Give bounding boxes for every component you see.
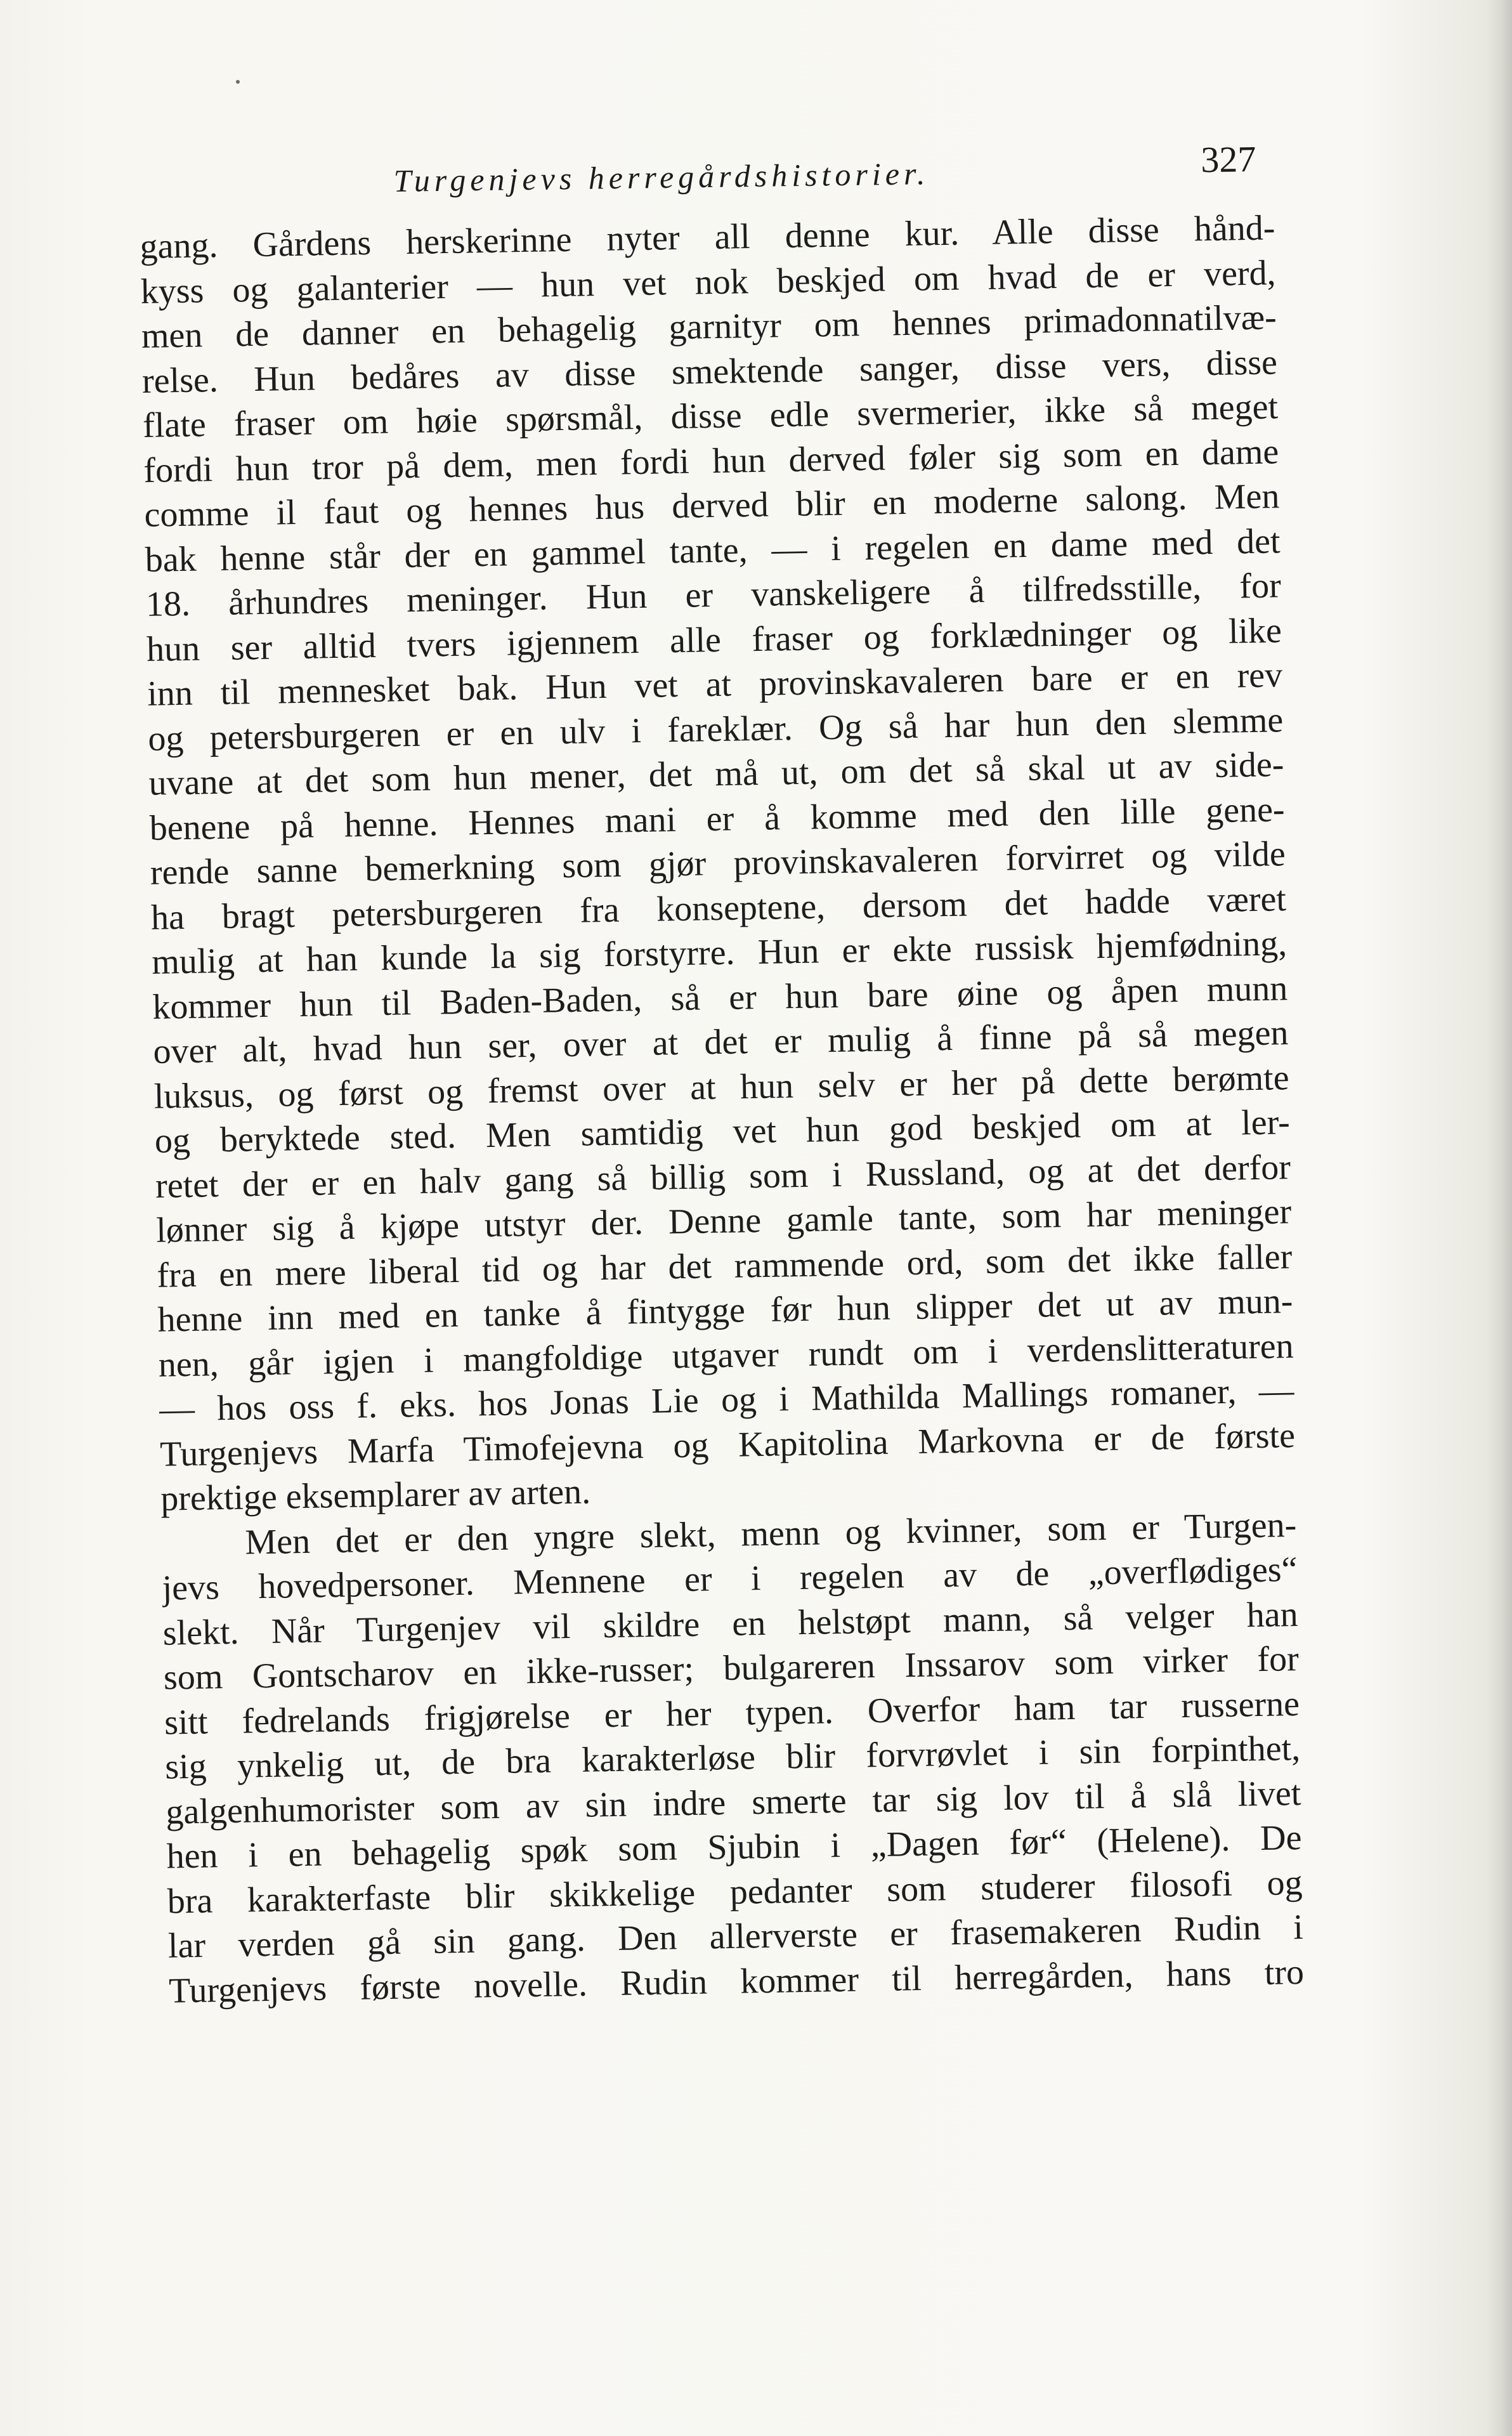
text-line: kommer hun til Baden-Baden, så er hun bare øine og åpen munn (152, 968, 1288, 1027)
text-line: og beryktede sted. Men samtidig vet hun god beskjed om at ler- (154, 1103, 1291, 1161)
text-line: mulig at han kunde la sig forstyrre. Hun er ekte russisk hjemfødning, (151, 924, 1287, 982)
page-edge-shadow (1487, 0, 1512, 2436)
text-line: retet der er en halv gang så billig som i Russland, og at det derfor (155, 1147, 1291, 1206)
body-text (140, 206, 1305, 2013)
text-line: henne inn med en tanke å fintygge før hun slipper det ut av mun- (157, 1281, 1293, 1340)
text-line: Turgenjevs første novelle. Rudin kommer til herregården, hans tro (168, 1952, 1305, 2011)
text-line: ha bragt petersburgeren fra konseptene, dersom det hadde været (150, 879, 1287, 938)
text-line: som Gontscharov en ikke-russer; bulgareren Inssarov som virker for (163, 1639, 1300, 1698)
text-line: hun ser alltid tvers igjennem alle fraser og forklædninger og like (146, 610, 1282, 669)
paragraph-first-line: Men det er den yngre slekt, menn og kvinner, som er Turgen- (244, 1505, 1297, 1562)
page-number: 327 (1200, 138, 1256, 181)
text-line: galgenhumorister som av sin indre smerte tar sig lov til å slå livet (165, 1773, 1301, 1832)
text-line: lar verden gå sin gang. Den allerverste er frasemakeren Rudin i (167, 1907, 1304, 1966)
text-line: flate fraser om høie spørsmål, disse edle svermerier, ikke så meget (142, 387, 1279, 445)
text-line: slekt. Når Turgenjev vil skildre en helstøpt mann, så velger han (162, 1594, 1299, 1653)
text-line: luksus, og først og fremst over at hun selv er her på dette berømte (153, 1058, 1290, 1116)
text-line: sig ynkelig ut, de bra karakterløse blir forvrøvlet i sin forpinthet, (164, 1728, 1301, 1787)
text-line: nen, går igjen i mangfoldige utgaver rundt om i verdenslitteraturen (158, 1326, 1294, 1385)
paper-speck (236, 80, 240, 84)
text-line: fordi hun tror på dem, men fordi hun derved føler sig som en dame (143, 431, 1279, 490)
text-line: gang. Gårdens herskerinne nyter all denne kur. Alle disse hånd- (140, 208, 1275, 266)
text-line: comme il faut og hennes hus derved blir en moderne salong. Men (144, 476, 1280, 535)
text-line: hen i en behagelig spøk som Sjubin i „Dagen før“ (Helene). De (166, 1817, 1302, 1876)
text-line: inn til mennesket bak. Hun vet at provinskavaleren bare er en rev (147, 655, 1283, 714)
running-title: Turgenjevs herregårdshistorier. (393, 155, 930, 199)
text-line: Turgenjevs Marfa Timofejevna og Kapitolina Markovna er de første (159, 1415, 1296, 1474)
text-line: uvane at det som hun mener, det må ut, om det så skal ut av side- (148, 745, 1284, 803)
text-line: lønner sig å kjøpe utstyr der. Denne gamle tante, som har meninger (155, 1192, 1292, 1250)
page-header (393, 138, 1256, 207)
text-line: 18. århundres meninger. Hun er vanskeligere å tilfredsstille, for (145, 566, 1282, 624)
text-line: fra en mere liberal tid og har det rammende ord, som det ikke faller (156, 1236, 1293, 1295)
text-line: over alt, hvad hun ser, over at det er mulig å finne på så megen (153, 1013, 1289, 1071)
paragraph-last-line: prektige eksemplarer av arten. (160, 1472, 591, 1519)
text-line: kyss og galanterier — hun vet nok beskjed om hvad de er verd, (140, 252, 1277, 311)
text-line: jevs hovedpersoner. Mennene er i regelen av de „overflødiges“ (162, 1550, 1298, 1608)
text-line: bak henne står der en gammel tante, — i regelen en dame med det (145, 521, 1281, 580)
text-line: relse. Hun bedåres av disse smektende sanger, disse vers, disse (141, 342, 1278, 401)
text-line: — hos oss f. eks. hos Jonas Lie og i Mathilda Mallings romaner, — (159, 1371, 1295, 1429)
text-line: bra karakterfaste blir skikkelige pedanter som studerer filosofi og (167, 1863, 1303, 1922)
text-line: og petersburgeren er en ulv i fareklær. Og så har hun den slemme (147, 700, 1284, 759)
text-line: men de danner en behagelig garnityr om hennes primadonnatilvæ- (141, 298, 1277, 356)
text-line: benene på henne. Hennes mani er å komme med den lille gene- (149, 789, 1286, 848)
text-line: sitt fedrelands frigjørelse er her typen. Overfor ham tar russerne (164, 1684, 1300, 1743)
text-line: rende sanne bemerkning som gjør provinskavaleren forvirret og vilde (150, 834, 1286, 893)
